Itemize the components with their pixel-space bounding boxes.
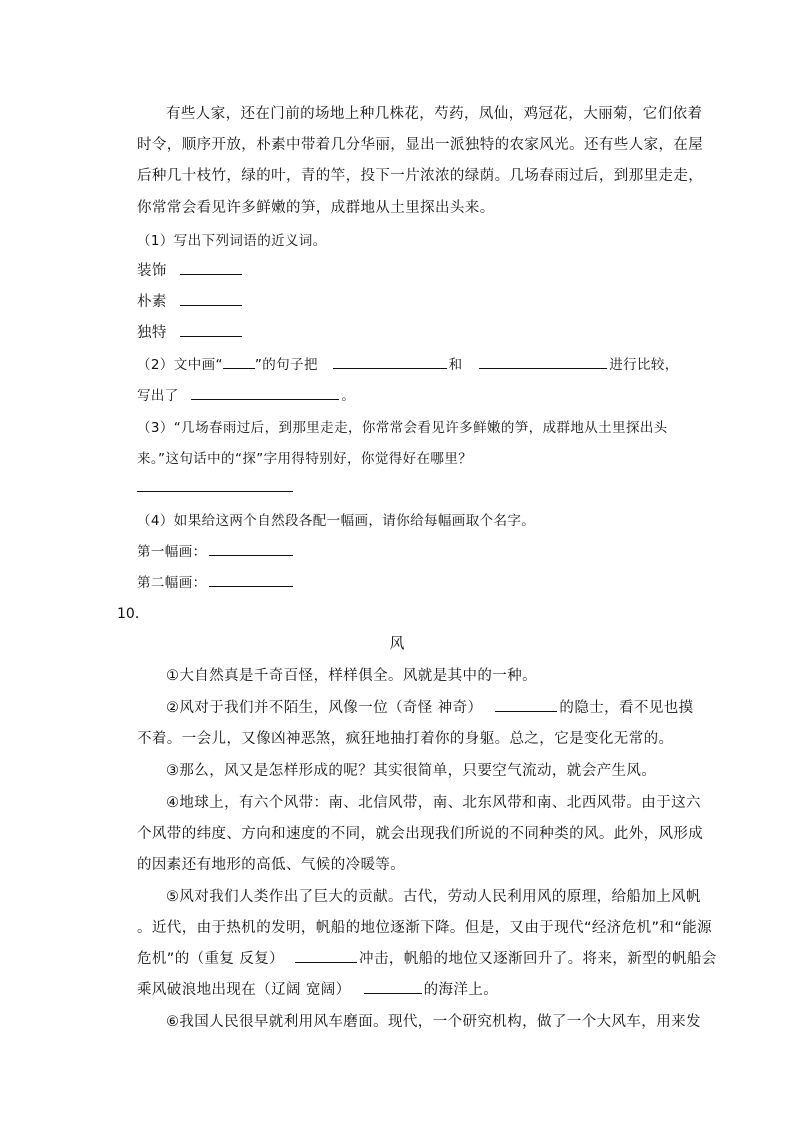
- answer-blank[interactable]: [364, 978, 422, 994]
- question-2-line: [137, 384, 355, 404]
- question-3-line: （3）“几场春雨过后，到那里走走，你常常会看见许多鲜嫩的笋，成群地从土里探出头: [137, 420, 668, 436]
- picture-label: 第二幅画：: [137, 575, 207, 591]
- picture-title-row: [137, 540, 295, 560]
- answer-blank[interactable]: [209, 540, 293, 556]
- answer-blank[interactable]: [495, 696, 557, 712]
- passage-line: 有些人家，还在门前的场地上种几株花，芍药，凤仙，鸡冠花，大丽菊，它们依着: [166, 106, 703, 122]
- answer-line[interactable]: [137, 491, 293, 492]
- answer-blank[interactable]: [191, 384, 339, 400]
- synonym-row: [137, 321, 244, 342]
- paragraph-line: 的因素还有地形的高低、气候的冷暖等。: [137, 857, 406, 873]
- word-label: 装饰: [137, 263, 167, 279]
- passage-title: 风: [389, 634, 405, 652]
- q2-text: 进行比较，: [609, 357, 679, 373]
- paragraph-line: [137, 947, 717, 968]
- p5-text: 的海洋上。: [423, 982, 499, 998]
- question-2-line: [137, 353, 679, 373]
- passage-line: 你常常会看见许多鲜嫩的笋，成群地从土里探出头来。: [137, 200, 495, 216]
- paragraph-line: [137, 978, 498, 999]
- synonym-row: [137, 259, 244, 280]
- paragraph-line: [166, 696, 694, 717]
- paragraph-line: ③那么，风又是怎样形成的呢？其实很简单，只要空气流动，就会产生风。: [166, 763, 657, 779]
- answer-blank[interactable]: [333, 353, 447, 369]
- answer-blank[interactable]: [180, 290, 242, 306]
- question-4-prompt: （4）如果给这两个自然段各配一幅画，请你给每幅画取个名字。: [137, 513, 536, 529]
- p2-text: 的隐士，看不见也摸: [559, 700, 694, 716]
- passage-line: 时令，顺序开放，朴素中带着几分华丽，显出一派独特的农家风光。还有些人家，在屋: [137, 137, 704, 153]
- word-label: 朴素: [137, 294, 167, 310]
- question-3-line: 来。”这句话中的“探”字用得特别好，你觉得好在哪里？: [137, 451, 473, 467]
- word-label: 独特: [137, 325, 167, 341]
- answer-blank[interactable]: [479, 353, 607, 369]
- paragraph-line: ⑤风对我们人类作出了巨大的贡献。古代，劳动人民利用风的原理，给船加上风帆: [166, 889, 701, 905]
- paragraph-line: ①大自然真是千奇百怪，样样俱全。风就是其中的一种。: [166, 668, 537, 684]
- p5-text: 危机”的（重复 反复）: [137, 951, 285, 967]
- answer-blank[interactable]: [180, 321, 242, 337]
- synonym-row: [137, 290, 244, 311]
- answer-blank[interactable]: [209, 571, 293, 587]
- paragraph-line: 不着。一会儿，又像凶神恶煞，疯狂地抽打着你的身躯。总之，它是变化无常的。: [137, 731, 674, 747]
- underline-marker: [223, 353, 255, 369]
- answer-blank[interactable]: [295, 947, 357, 963]
- picture-title-row: [137, 571, 295, 591]
- q2-text: 写出了: [137, 388, 179, 404]
- paragraph-line: 个风带的纬度、方向和速度的不同，就会出现我们所说的不同种类的风。此外，风形成: [137, 826, 704, 842]
- p2-text: ②风对于我们并不陌生，风像一位（奇怪 神奇）: [166, 700, 483, 716]
- paragraph-line: ④地球上，有六个风带：南、北信风带，南、北东风带和南、北西风带。由于这六: [166, 795, 701, 811]
- picture-label: 第一幅画：: [137, 544, 207, 560]
- q2-text: 。: [341, 388, 356, 404]
- q2-text: 和: [448, 357, 463, 373]
- passage-line: 后种几十枝竹，绿的叶，青的竿，投下一片浓浓的绿荫。几场春雨过后，到那里走走，: [137, 168, 704, 184]
- q2-text: （2）文中画“: [137, 357, 223, 373]
- p5-text: 冲击，帆船的地位又逐渐回升了。将来，新型的帆船会: [359, 951, 717, 967]
- q2-text: ”的句子把: [254, 357, 318, 373]
- p5-text: 乘风破浪地出现在（辽阔 宽阔）: [137, 982, 351, 998]
- paragraph-line: ⑥我国人民很早就利用风车磨面。现代，一个研究机构，做了一个大风车，用来发: [166, 1014, 701, 1030]
- question-number: 10．: [117, 606, 149, 622]
- paragraph-line: 。近代，由于热机的发明，帆船的地位逐渐下降。但是，又由于现代“经济危机”和“能源: [137, 920, 713, 936]
- answer-blank[interactable]: [180, 259, 242, 275]
- question-1-prompt: （1）写出下列词语的近义词。: [137, 233, 327, 249]
